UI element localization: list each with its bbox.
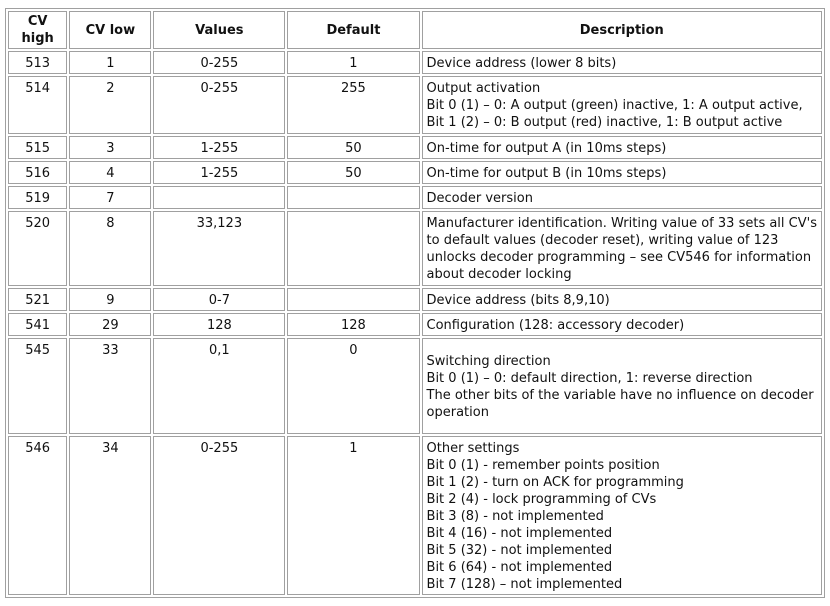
- cell-values: 0-7: [153, 288, 285, 311]
- header-values: Values: [153, 11, 285, 49]
- description-line: Bit 3 (8) - not implemented: [426, 509, 604, 524]
- description-line: Bit 0 (1) – 0: default direction, 1: reverse direction: [426, 371, 753, 386]
- cell-description: [422, 338, 822, 434]
- description-line: Switching direction: [426, 354, 551, 369]
- cell-description: [422, 211, 822, 286]
- cell-cv-high: 515: [8, 136, 67, 159]
- cell-cv-low: 4: [69, 161, 151, 184]
- cell-values: 0-255: [153, 51, 285, 74]
- description-line: Other settings: [426, 441, 520, 456]
- description-line: Bit 7 (128) – not implemented: [426, 577, 623, 592]
- header-row: [8, 11, 822, 49]
- cell-cv-low: 8: [69, 211, 151, 286]
- description-line: Bit 4 (16) - not implemented: [426, 526, 613, 541]
- table-row: [8, 161, 822, 184]
- header-cv-low: CV low: [69, 11, 151, 49]
- description-line: Output activation: [426, 81, 541, 96]
- cell-default: [287, 288, 419, 311]
- cell-cv-low: 7: [69, 186, 151, 209]
- cell-description: [422, 76, 822, 134]
- table-row: [8, 136, 822, 159]
- description-line: Bit 0 (1) - remember points position: [426, 458, 660, 473]
- cv-table: [5, 8, 825, 598]
- description-line: Device address (lower 8 bits): [426, 56, 617, 71]
- table-row: [8, 436, 822, 595]
- description-line: operation: [426, 405, 489, 420]
- cell-cv-low: 3: [69, 136, 151, 159]
- cell-cv-low: 29: [69, 313, 151, 336]
- cell-cv-high: 513: [8, 51, 67, 74]
- cell-description: [422, 313, 822, 336]
- cell-description: [422, 288, 822, 311]
- header-cv-high: CV high: [8, 11, 67, 49]
- cell-default: 1: [287, 436, 419, 595]
- cell-description: [422, 186, 822, 209]
- cell-default: [287, 211, 419, 286]
- cell-values: 33,123: [153, 211, 285, 286]
- description-line: to default values (decoder reset), writing value of 123: [426, 233, 779, 248]
- cell-cv-low: 34: [69, 436, 151, 595]
- description-line: The other bits of the variable have no influence on decoder: [426, 388, 814, 403]
- header-default: Default: [287, 11, 419, 49]
- cell-values: 128: [153, 313, 285, 336]
- description-line: unlocks decoder programming – see CV546 for information: [426, 250, 812, 265]
- cell-default: 128: [287, 313, 419, 336]
- cell-cv-high: 541: [8, 313, 67, 336]
- table-row: [8, 338, 822, 434]
- cv-table-container: [5, 8, 825, 598]
- cell-cv-high: 521: [8, 288, 67, 311]
- cell-description: [422, 51, 822, 74]
- description-line: Manufacturer identification. Writing value of 33 sets all CV's: [426, 216, 817, 231]
- table-row: [8, 186, 822, 209]
- table-row: [8, 288, 822, 311]
- cell-cv-high: 516: [8, 161, 67, 184]
- description-line: Decoder version: [426, 191, 533, 206]
- table-row: [8, 211, 822, 286]
- cell-cv-low: 33: [69, 338, 151, 434]
- cell-cv-high: 545: [8, 338, 67, 434]
- table-row: [8, 313, 822, 336]
- description-line: Bit 1 (2) – 0: B output (red) inactive, 1: B output active: [426, 115, 783, 130]
- cell-default: 50: [287, 136, 419, 159]
- cell-cv-low: 2: [69, 76, 151, 134]
- cell-cv-high: 520: [8, 211, 67, 286]
- table-row: [8, 51, 822, 74]
- cell-values: 1-255: [153, 136, 285, 159]
- cell-cv-high: 519: [8, 186, 67, 209]
- description-line: On-time for output A (in 10ms steps): [426, 141, 667, 156]
- cell-default: 50: [287, 161, 419, 184]
- cell-values: [153, 186, 285, 209]
- cell-default: 0: [287, 338, 419, 434]
- cell-cv-high: 546: [8, 436, 67, 595]
- cell-description: [422, 161, 822, 184]
- cell-values: 1-255: [153, 161, 285, 184]
- description-line: Bit 1 (2) - turn on ACK for programming: [426, 475, 684, 490]
- cell-values: 0-255: [153, 436, 285, 595]
- description-line: Configuration (128: accessory decoder): [426, 318, 685, 333]
- cell-cv-low: 9: [69, 288, 151, 311]
- description-line: about decoder locking: [426, 267, 572, 282]
- description-line: Bit 6 (64) - not implemented: [426, 560, 613, 575]
- description-line: Bit 0 (1) – 0: A output (green) inactive, 1: A output active,: [426, 98, 803, 113]
- header-description: Description: [422, 11, 822, 49]
- cell-values: 0,1: [153, 338, 285, 434]
- cell-values: 0-255: [153, 76, 285, 134]
- table-row: [8, 76, 822, 134]
- cell-description: [422, 136, 822, 159]
- description-line: On-time for output B (in 10ms steps): [426, 166, 667, 181]
- cell-description: [422, 436, 822, 595]
- cell-cv-high: 514: [8, 76, 67, 134]
- cell-cv-low: 1: [69, 51, 151, 74]
- description-line: Device address (bits 8,9,10): [426, 293, 610, 308]
- cell-default: 1: [287, 51, 419, 74]
- description-line: Bit 5 (32) - not implemented: [426, 543, 613, 558]
- cell-default: 255: [287, 76, 419, 134]
- description-line: Bit 2 (4) - lock programming of CVs: [426, 492, 657, 507]
- cell-default: [287, 186, 419, 209]
